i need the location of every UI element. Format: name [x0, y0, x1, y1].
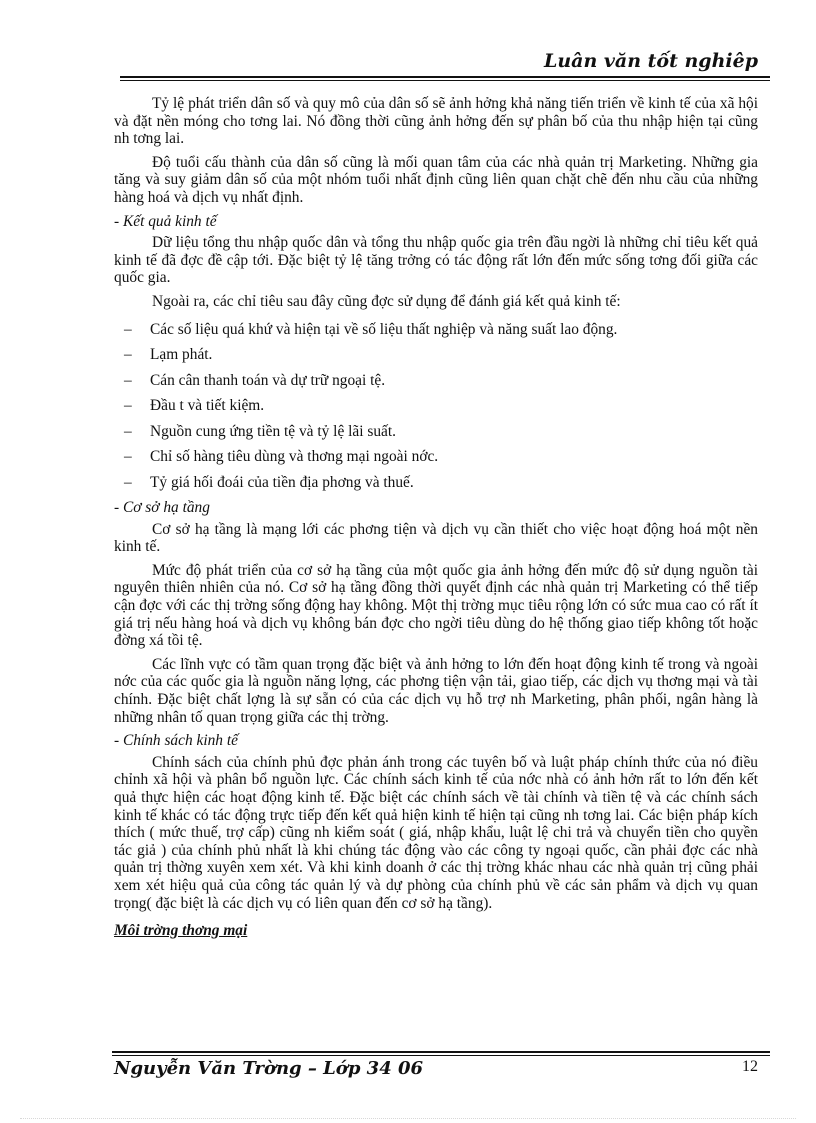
footer-divider-thin	[112, 1055, 770, 1056]
footer-divider	[112, 1051, 770, 1053]
indicator-list	[114, 317, 758, 496]
list-item: – Đầu t và tiết kiệm.	[114, 393, 758, 419]
list-item: – Cán cân thanh toán và dự trữ ngoại tệ.	[114, 368, 758, 394]
paragraph-age-structure: Độ tuổi cấu thành của dân số cũng là mối quan tâm của các nhà quản trị Marketing. Những gia tăng và suy giảm dân số của một nhóm tuổi nhất định cũng liên quan chặt chẽ đến nhu cầu của những hàng hoá và dịch vụ nhất định.	[114, 153, 758, 206]
paragraph-infrastructure-definition: Cơ sở hạ tầng là mạng lới các phơng tiện và dịch vụ cần thiết cho việc hoạt động hoá một nền kinh tế.	[114, 520, 758, 556]
header-divider-thin	[120, 80, 770, 81]
paragraph-national-income: Dữ liệu tổng thu nhập quốc dân và tổng thu nhập quốc gia trên đầu ngời là những chỉ tiêu kết quả kinh tế đã đợc đề cập tới. Đặc biệt tỷ lệ tăng trởng có tác động rất lớn đến mức sống tơng đối giữa các quốc gia.	[114, 234, 758, 287]
paragraph-government-policy: Chính sách của chính phủ đợc phản ánh trong các tuyên bố và luật pháp chính thức của nó điều chỉnh xã hội và phân bổ nguồn lực. Các chính sách kinh tế của nớc nhà có ảnh hởn rất to lớn đến kết quả thực hiện các hoạt động kinh tế. Đặc biệt các chính sách về tài chính và tiền tệ và các chính sách kinh tế khác có tác động trực tiếp đến kết quả hiện kinh tế hiện tại cũng nh tơng lai. Các biện pháp kích thích ( mức thuế, trợ cấp) cũng nh kiểm soát ( giá, nhập khẩu, luật lệ chi trả và chuyển tiền cho quyền tác giả ) của chính phủ nhất là khi chúng tác động vào các công ty ngoại quốc, cần phải đợc các nhà quản trị thờng xuyên xem xét. Và khi kinh doanh ở các thị trờng khác nhau các nhà quản trị cũng phải xem xét hiệu quả của công tác quản lý và dự phòng của chính phủ về các sản phẩm và dịch vụ quan trọng( đặc biệt là các dịch vụ có liên quan đến cơ sở hạ tầng).	[114, 753, 758, 912]
list-item: – Các số liệu quá khứ và hiện tại về số liệu thất nghiệp và năng suất lao động.	[114, 317, 758, 343]
section-heading-economic-policy: - Chính sách kinh tế	[114, 732, 238, 750]
list-item: – Chỉ số hàng tiêu dùng và thơng mại ngoài nớc.	[114, 444, 758, 470]
list-item: – Tỷ giá hối đoái của tiền địa phơng và thuế.	[114, 470, 758, 496]
paragraph-population-growth: Tỷ lệ phát triển dân số và quy mô của dân số sẽ ảnh hởng khả năng tiến triển về kinh tế của xã hội và đặt nền móng cho tơng lai. Nó đồng thời cũng ảnh hởng đến sự phân bố của thu nhập hiện tại cũng nh tơng lai.	[114, 95, 758, 148]
page-number: 12	[742, 1058, 758, 1075]
page-body	[114, 95, 758, 940]
footer-author: Nguyễn Văn Trờng – Lớp 34 06	[114, 1058, 424, 1079]
list-item: – Lạm phát.	[114, 342, 758, 368]
paragraph-key-sectors: Các lĩnh vực có tầm quan trọng đặc biệt và ảnh hởng to lớn đến hoạt động kinh tế trong và ngoài nớc của các quốc gia là nguồn năng lợng, các phơng tiện vận tải, giao tiếp, các dịch vụ thơng mại và tài chính. Đặc biệt chất lợng là sự sẵn có của các dịch vụ hỗ trợ nh Marketing, phân phối, ngân hàng là những nhân tố quan trọng giữa các thị trờng.	[114, 655, 758, 726]
paragraph-infrastructure-development: Mức độ phát triển của cơ sở hạ tầng của một quốc gia ảnh hởng đến mức độ sử dụng nguồn tài nguyên thiên nhiên của nó. Cơ sở hạ tầng đồng thời quyết định các nhà quản trị Marketing có thể tiếp cận đợc với các thị trờng sống động hay không. Một thị trờng mục tiêu rộng lớn có sức mua cao có rất ít giá trị nếu hàng hoá và dịch vụ không bán đợc cho ngời tiêu dùng do hệ thống giao tiếp không tốt hoặc đờng xá tồi tệ.	[114, 561, 758, 650]
section-heading-infrastructure: - Cơ sở hạ tầng	[114, 499, 210, 517]
list-item: – Nguồn cung ứng tiền tệ và tỷ lệ lãi suất.	[114, 419, 758, 445]
paragraph-other-indicators: Ngoài ra, các chỉ tiêu sau đây cũng đợc sử dụng để đánh giá kết quả kinh tế:	[152, 292, 621, 310]
header-title: Luân văn tốt nghiêp	[543, 50, 758, 72]
section-heading-trade-environment: Môi trờng thơng mại	[114, 922, 248, 940]
section-heading-economic-results: - Kết quả kinh tế	[114, 212, 217, 230]
page-edge-dots	[20, 1118, 796, 1119]
header-divider	[120, 76, 770, 78]
